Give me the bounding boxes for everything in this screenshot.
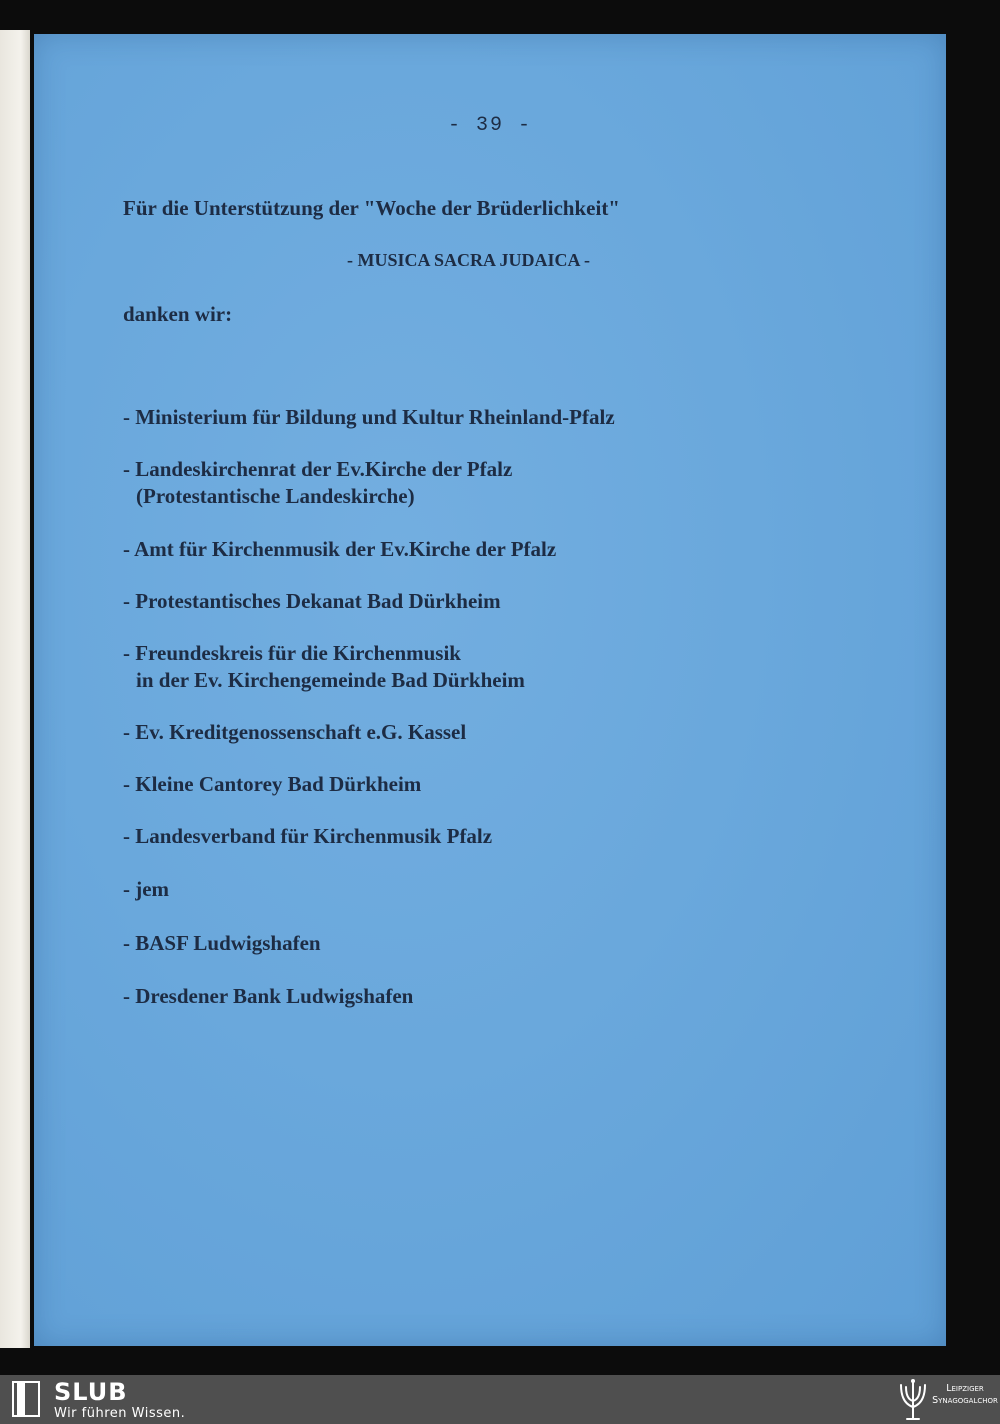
sponsor-name: - Landesverband für Kirchenmusik Pfalz <box>123 824 493 848</box>
sponsor-item <box>123 588 501 615</box>
sponsor-name: - BASF Ludwigshafen <box>123 931 321 955</box>
partner-name-line2: Synagogalchor <box>932 1395 998 1406</box>
sponsor-name: - jem <box>123 877 170 901</box>
sponsor-name: - Kleine Cantorey Bad Dürkheim <box>123 772 422 796</box>
page-number: - 39 - <box>447 114 532 137</box>
sponsor-name: - Dresdener Bank Ludwigshafen <box>123 984 414 1008</box>
sponsor-name-continued: (Protestantische Landeskirche) <box>136 484 415 508</box>
sponsor-item <box>123 823 492 850</box>
sponsor-name: - Freundeskreis für die Kirchenmusik <box>123 641 461 665</box>
sponsor-item <box>123 640 525 694</box>
sponsor-name-continued: in der Ev. Kirchengemeinde Bad Dürkheim <box>136 668 525 692</box>
slub-brand[interactable]: SLUB <box>54 1378 128 1406</box>
slub-tagline: Wir führen Wissen. <box>54 1406 186 1421</box>
sponsor-item <box>123 983 413 1010</box>
thanks-text: danken wir: <box>123 302 233 326</box>
document-page <box>34 34 946 1346</box>
sponsor-name: - Amt für Kirchenmusik der Ev.Kirche der Pfalz <box>123 537 557 561</box>
facing-page-edge <box>0 30 30 1348</box>
sponsor-name: - Ev. Kreditgenossenschaft e.G. Kassel <box>123 720 467 744</box>
sponsor-name: - Ministerium für Bildung und Kultur Rheinland-Pfalz <box>123 405 615 429</box>
sponsor-item <box>123 930 321 957</box>
partner-name <box>932 1383 998 1407</box>
menorah-icon <box>896 1377 930 1422</box>
sponsor-item <box>123 536 556 563</box>
event-subtitle: - MUSICA SACRA JUDAICA - <box>347 250 591 270</box>
sponsor-item <box>123 876 169 903</box>
sponsor-item <box>123 404 615 431</box>
partner-name-line1: Leipziger <box>946 1383 984 1394</box>
sponsor-item <box>123 719 466 746</box>
sponsor-name: - Protestantisches Dekanat Bad Dürkheim <box>123 589 501 613</box>
sponsor-item <box>123 456 512 510</box>
intro-text: Für die Unterstützung der "Woche der Brüderlichkeit" <box>123 196 620 220</box>
sponsor-name: - Landeskirchenrat der Ev.Kirche der Pfalz <box>123 457 513 481</box>
sponsor-item <box>123 771 421 798</box>
footer-bar <box>0 1375 1000 1424</box>
slub-book-icon[interactable] <box>12 1381 40 1417</box>
